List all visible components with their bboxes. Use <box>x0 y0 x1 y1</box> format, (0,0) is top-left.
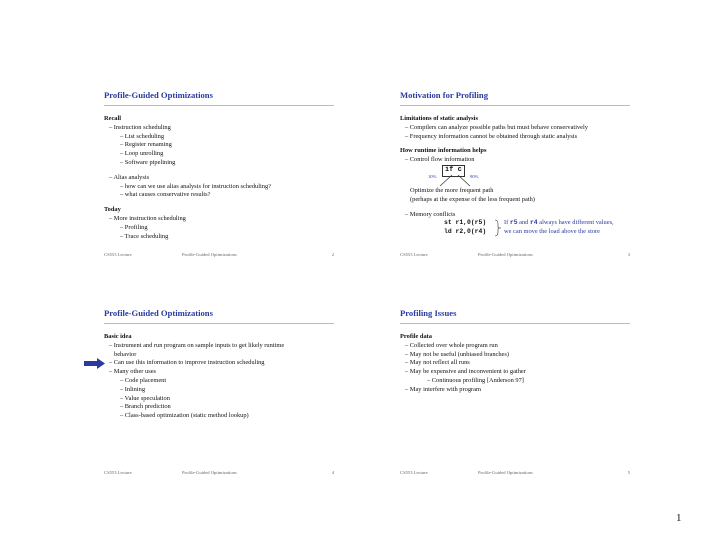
bullet: – Code placement <box>120 377 167 384</box>
slide-profiling-issues <box>400 308 630 483</box>
footer-slide-number: 4 <box>331 470 334 475</box>
footer-slide-number: 2 <box>331 252 334 257</box>
branch-percent-left: 10% <box>428 174 437 179</box>
bullet: – what causes conservative results? <box>120 191 211 199</box>
bullet: – Compilers can analyze possible paths but must behave conservatively <box>405 123 588 131</box>
footer-course: CS553 Lecture <box>104 252 132 257</box>
bullet: – Continuous profiling [Anderson 97] <box>427 377 524 384</box>
note-line-2: we can move the load above the store <box>504 228 600 236</box>
page-number: 1 <box>676 512 682 524</box>
bullet: – Loop unrolling <box>120 150 164 158</box>
bullet: – Branch prediction <box>120 403 171 411</box>
bullet: – Value speculation <box>120 394 170 402</box>
bullet: – Instrument and run program on sample inputs to get likely runtime <box>109 341 285 349</box>
bullet: – how can we use alias analysis for instruction scheduling? <box>120 182 272 190</box>
bullet: – Alias analysis <box>109 173 150 181</box>
brace <box>494 219 502 237</box>
slide-title: Profiling Issues <box>400 308 630 324</box>
footer-topic: Profile-Guided Optimizations <box>478 470 533 475</box>
footer-slide-number: 5 <box>627 470 630 475</box>
footer-course: CS553 Lecture <box>400 252 428 257</box>
footer-slide-number: 3 <box>627 252 630 257</box>
memory-conflict-example <box>400 219 630 239</box>
footer-course: CS553 Lecture <box>104 470 132 475</box>
bullet: – More instruction scheduling <box>109 215 186 223</box>
footer-topic: Profile-Guided Optimizations <box>478 252 533 257</box>
bullet: – Collected over whole program run <box>405 341 498 349</box>
section-heading: Basic idea <box>104 332 132 340</box>
section-heading: Recall <box>104 114 122 122</box>
code-load: ld r2,0(r4) <box>444 228 487 236</box>
slide-title: Motivation for Profiling <box>400 90 630 106</box>
bullet: – Frequency information cannot be obtained through static analysis <box>405 132 578 140</box>
bullet: – List scheduling <box>120 132 165 140</box>
slide-title: Profile-Guided Optimizations <box>104 90 334 106</box>
bullet-continuation: behavior <box>114 350 137 358</box>
pointer-arrow-icon <box>84 358 106 369</box>
branch-percent-right: 90% <box>470 174 479 179</box>
text-line: (perhaps at the expense of the less frequent path) <box>410 195 535 203</box>
bullet: – May not be useful (unbiased branches) <box>405 350 509 358</box>
section-heading: How runtime information helps <box>400 147 487 155</box>
footer-topic: Profile-Guided Optimizations <box>182 252 237 257</box>
text-line: Optimize the more frequent path <box>410 187 494 194</box>
bullet: – Trace scheduling <box>120 232 169 240</box>
branch-diagram <box>400 165 630 187</box>
code-store: st r1,0(r5) <box>444 219 487 227</box>
section-heading: Limitations of static analysis <box>400 114 478 122</box>
bullet: – May be expensive and inconvenient to gather <box>405 368 526 376</box>
bullet-highlighted: – Can use this information to improve instruction scheduling <box>104 359 334 368</box>
footer-course: CS553 Lecture <box>400 470 428 475</box>
bullet: – Instruction scheduling <box>109 123 171 131</box>
bullet: – Many other uses <box>109 368 157 376</box>
section-heading: Profile data <box>400 332 433 340</box>
note-line-1: If r5 and r4 always have different values, <box>504 219 614 227</box>
slide-basic-idea <box>104 308 334 483</box>
bullet: – Inlining <box>120 385 146 393</box>
branch-condition: if c <box>442 165 465 177</box>
bullet: – Class-based optimization (static method lookup) <box>120 412 249 420</box>
bullet: – Profiling <box>120 223 148 231</box>
bullet: – Control flow information <box>405 156 475 164</box>
bullet: – Software pipelining <box>120 159 176 166</box>
slide-motivation <box>400 90 630 265</box>
section-heading: Today <box>104 206 121 214</box>
bullet: – Memory conflicts <box>405 210 456 218</box>
footer-topic: Profile-Guided Optimizations <box>182 470 237 475</box>
slide-recall <box>104 90 334 265</box>
bullet: – May not reflect all runs <box>405 359 470 367</box>
bullet: – May interfere with program <box>405 385 481 393</box>
slide-title: Profile-Guided Optimizations <box>104 308 334 324</box>
bullet: – Register renaming <box>120 141 172 149</box>
